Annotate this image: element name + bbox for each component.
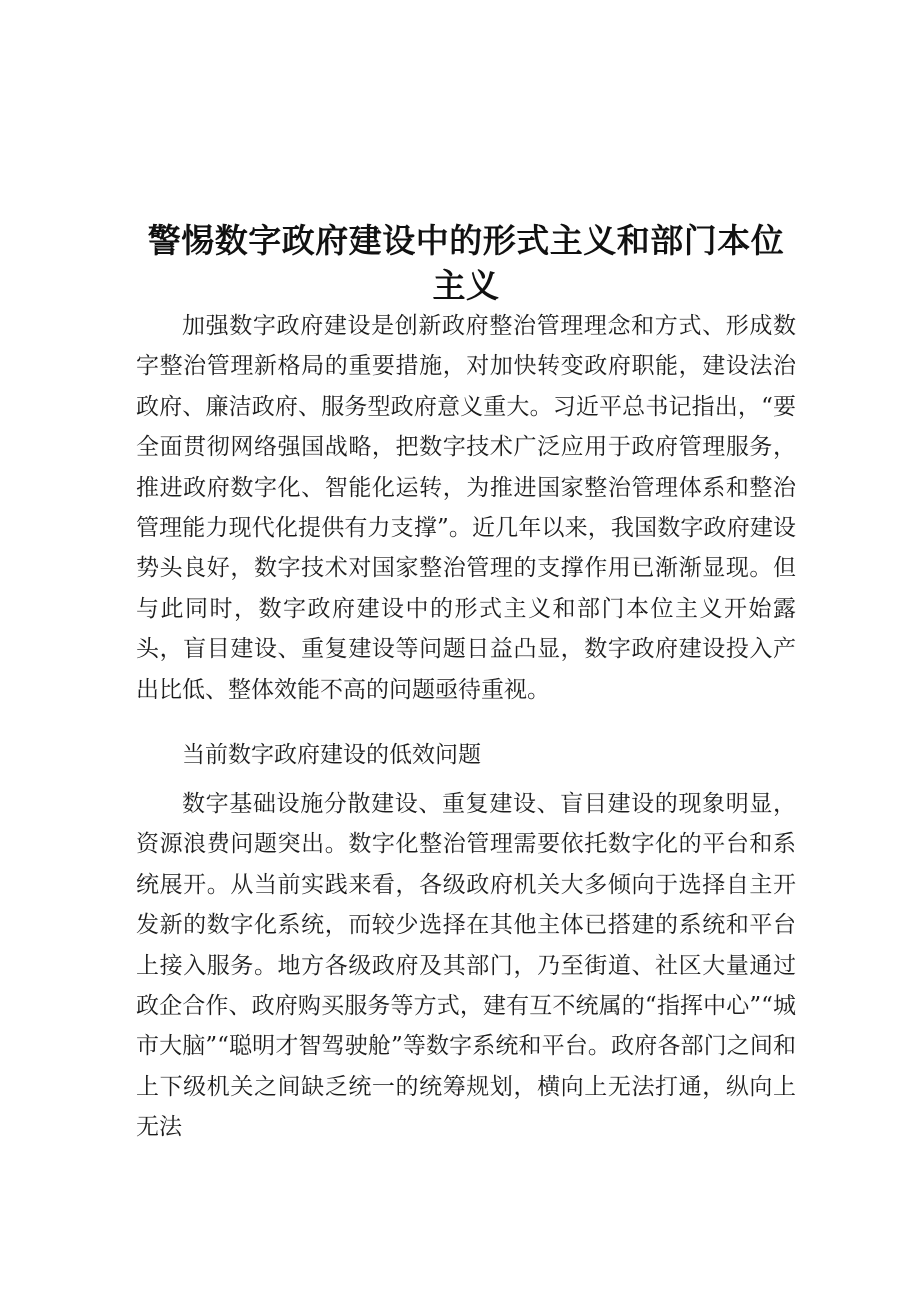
document-title: 警惕数字政府建设中的形式主义和部门本位主义 [147,221,785,305]
section-heading: 当前数字政府建设的低效问题 [182,742,481,768]
section-paragraph: 数字基础设施分散建设、重复建设、盲目建设的现象明显，资源浪费问题突出。数字化整治管理需要依托数字化的平台和系统展开。从当前实践来看，各级政府机关大多倾向于选择自主开发新的数字化系统，而较少选择在其他主体已搭建的系统和平台上接入服务。地方各级政府及其部门，乃至街道、社区大量通过政企合作、政府购买服务等方式，建有互不统属的“指挥中心”“城市大脑”“聪明才智驾驶舱”等数字系统和平台。政府各部门之间和上下级机关之间缺乏统一的统筹规划，横向上无法打通，纵向上无法 [136,791,796,1141]
intro-paragraph: 加强数字政府建设是创新政府整治管理理念和方式、形成数字整治管理新格局的重要措施，对加快转变政府职能，建设法治政府、廉洁政府、服务型政府意义重大。习近平总书记指出，“要全面贯彻网络强国战略，把数字技术广泛应用于政府管理服务，推进政府数字化、智能化运转，为推进国家整治管理体系和整治管理能力现代化提供有力支撑”。近几年以来，我国数字政府建设势头良好，数字技术对国家整治管理的支撑作用已渐渐显现。但与此同时，数字政府建设中的形式主义和部门本位主义开始露头，盲目建设、重复建设等问题日益凸显，数字政府建设投入产出比低、整体效能不高的问题亟待重视。 [136,313,796,703]
